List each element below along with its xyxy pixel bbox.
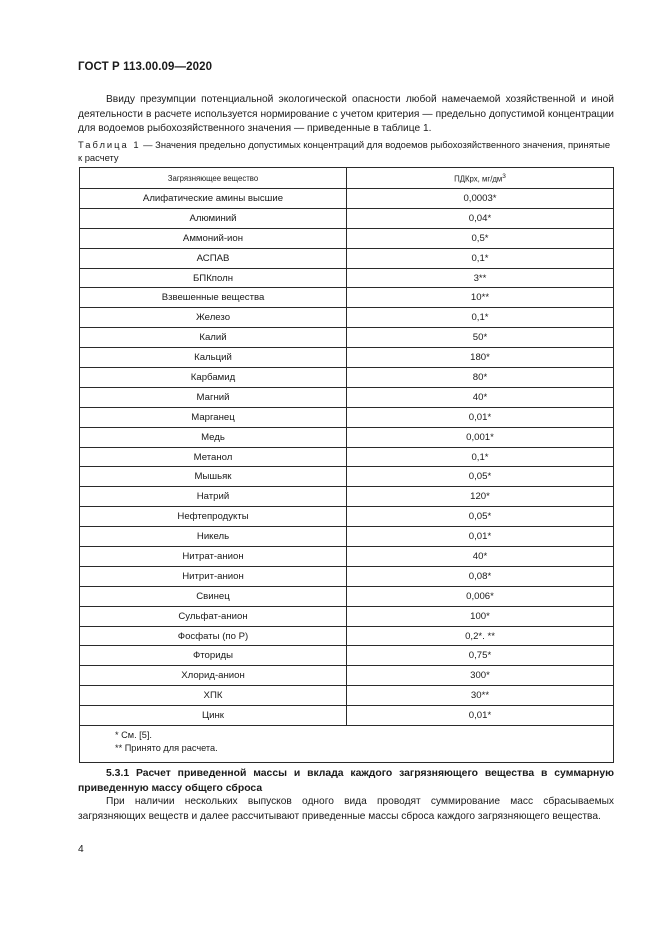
substance-cell: Никель: [80, 527, 347, 547]
table-body: [80, 189, 614, 726]
table-row: [80, 566, 614, 586]
table-notes: [80, 726, 614, 763]
substance-cell: Взвешенные вещества: [80, 288, 347, 308]
pdk-value-cell: 0,1*: [347, 447, 614, 467]
substance-cell: Кальций: [80, 348, 347, 368]
table-row: [80, 606, 614, 626]
pdk-value-cell: 10**: [347, 288, 614, 308]
pdk-value-cell: 0,05*: [347, 507, 614, 527]
substance-cell: ХПК: [80, 686, 347, 706]
substance-cell: Алюминий: [80, 208, 347, 228]
pdk-table: [79, 167, 614, 763]
document-header: ГОСТ Р 113.00.09—2020: [78, 61, 213, 73]
table-note: ** Принято для расчета.: [115, 742, 218, 753]
pdk-value-cell: 0,5*: [347, 228, 614, 248]
column-header-pdk-label: ПДКрх, мг/дм: [454, 174, 503, 184]
pdk-value-cell: 40*: [347, 387, 614, 407]
table-caption-label: Таблица 1: [78, 139, 141, 150]
substance-cell: Метанол: [80, 447, 347, 467]
table-row: [80, 686, 614, 706]
pdk-value-cell: 0,08*: [347, 566, 614, 586]
table-row: [80, 248, 614, 268]
table-row: [80, 387, 614, 407]
table-row: [80, 666, 614, 686]
substance-cell: Нефтепродукты: [80, 507, 347, 527]
table-row: [80, 288, 614, 308]
page-number: 4: [78, 844, 84, 855]
substance-cell: АСПАВ: [80, 248, 347, 268]
table-row: [80, 547, 614, 567]
column-header-substance: Загрязняющее вещество: [80, 168, 347, 189]
table-row: [80, 507, 614, 527]
substance-cell: Сульфат-анион: [80, 606, 347, 626]
table-note: * См. [5].: [115, 730, 152, 741]
pdk-value-cell: 180*: [347, 348, 614, 368]
substance-cell: БПКполн: [80, 268, 347, 288]
pdk-value-cell: 100*: [347, 606, 614, 626]
pdk-value-cell: 40*: [347, 547, 614, 567]
substance-cell: Фториды: [80, 646, 347, 666]
pdk-value-cell: 0,1*: [347, 248, 614, 268]
substance-cell: Хлорид-анион: [80, 666, 347, 686]
substance-cell: Алифатические амины высшие: [80, 189, 347, 209]
pdk-value-cell: 3**: [347, 268, 614, 288]
substance-cell: Карбамид: [80, 368, 347, 388]
substance-cell: Железо: [80, 308, 347, 328]
substance-cell: Натрий: [80, 487, 347, 507]
pdk-value-cell: 50*: [347, 328, 614, 348]
table-row: [80, 268, 614, 288]
table-row: [80, 706, 614, 726]
pdk-value-cell: 80*: [347, 368, 614, 388]
pdk-value-cell: 300*: [347, 666, 614, 686]
table-row: [80, 626, 614, 646]
table-row: [80, 447, 614, 467]
substance-cell: Нитрит-анион: [80, 566, 347, 586]
substance-cell: Марганец: [80, 407, 347, 427]
pdk-value-cell: 0,04*: [347, 208, 614, 228]
table-caption-text: — Значения предельно допустимых концентраций для водоемов рыбохозяйственного значения, принятые к расчету: [78, 139, 611, 163]
table-row: [80, 527, 614, 547]
pdk-value-cell: 120*: [347, 487, 614, 507]
substance-cell: Медь: [80, 427, 347, 447]
substance-cell: Нитрат-анион: [80, 547, 347, 567]
table-notes-row: [80, 726, 614, 763]
table-row: [80, 368, 614, 388]
substance-cell: Магний: [80, 387, 347, 407]
section-paragraph: При наличии нескольких выпусков одного вида проводят суммирование масс сбрасываемых загрязняющих веществ и далее рассчитывают приведенные массы сброса каждого загрязняющего вещества.: [78, 796, 614, 822]
substance-cell: Фосфаты (по Р): [80, 626, 347, 646]
pdk-value-cell: 0,01*: [347, 527, 614, 547]
table-row: [80, 348, 614, 368]
pdk-value-cell: 0,75*: [347, 646, 614, 666]
table-row: [80, 308, 614, 328]
substance-cell: Калий: [80, 328, 347, 348]
table-caption: [78, 138, 614, 164]
pdk-value-cell: 30**: [347, 686, 614, 706]
pdk-value-cell: 0,006*: [347, 586, 614, 606]
table-row: [80, 328, 614, 348]
section-heading: 5.3.1 Расчет приведенной массы и вклада каждого загрязняющего вещества в суммарную приведенную массу общего сброса: [78, 768, 614, 794]
column-header-pdk-superscript: 3: [502, 172, 506, 180]
pdk-value-cell: 0,01*: [347, 407, 614, 427]
pdk-value-cell: 0,01*: [347, 706, 614, 726]
table-row: [80, 208, 614, 228]
column-header-pdk: [347, 168, 614, 189]
intro-paragraph: Ввиду презумпции потенциальной экологической опасности любой намечаемой хозяйственной и иной деятельности в расчете используется нормирование с учетом критерия — предельно допустимой концентрации для водоемов рыбохозяйственного значения — приведенные в таблице 1.: [78, 94, 614, 134]
table-row: [80, 487, 614, 507]
pdk-value-cell: 0,0003*: [347, 189, 614, 209]
substance-cell: Цинк: [80, 706, 347, 726]
pdk-value-cell: 0,1*: [347, 308, 614, 328]
table-row: [80, 407, 614, 427]
table-row: [80, 427, 614, 447]
table-row: [80, 228, 614, 248]
substance-cell: Свинец: [80, 586, 347, 606]
table-row: [80, 467, 614, 487]
substance-cell: Мышьяк: [80, 467, 347, 487]
table-header-row: [80, 168, 614, 189]
pdk-value-cell: 0,2*. **: [347, 626, 614, 646]
table-row: [80, 189, 614, 209]
pdk-value-cell: 0,001*: [347, 427, 614, 447]
table-row: [80, 586, 614, 606]
pdk-value-cell: 0,05*: [347, 467, 614, 487]
substance-cell: Аммоний-ион: [80, 228, 347, 248]
table-row: [80, 646, 614, 666]
